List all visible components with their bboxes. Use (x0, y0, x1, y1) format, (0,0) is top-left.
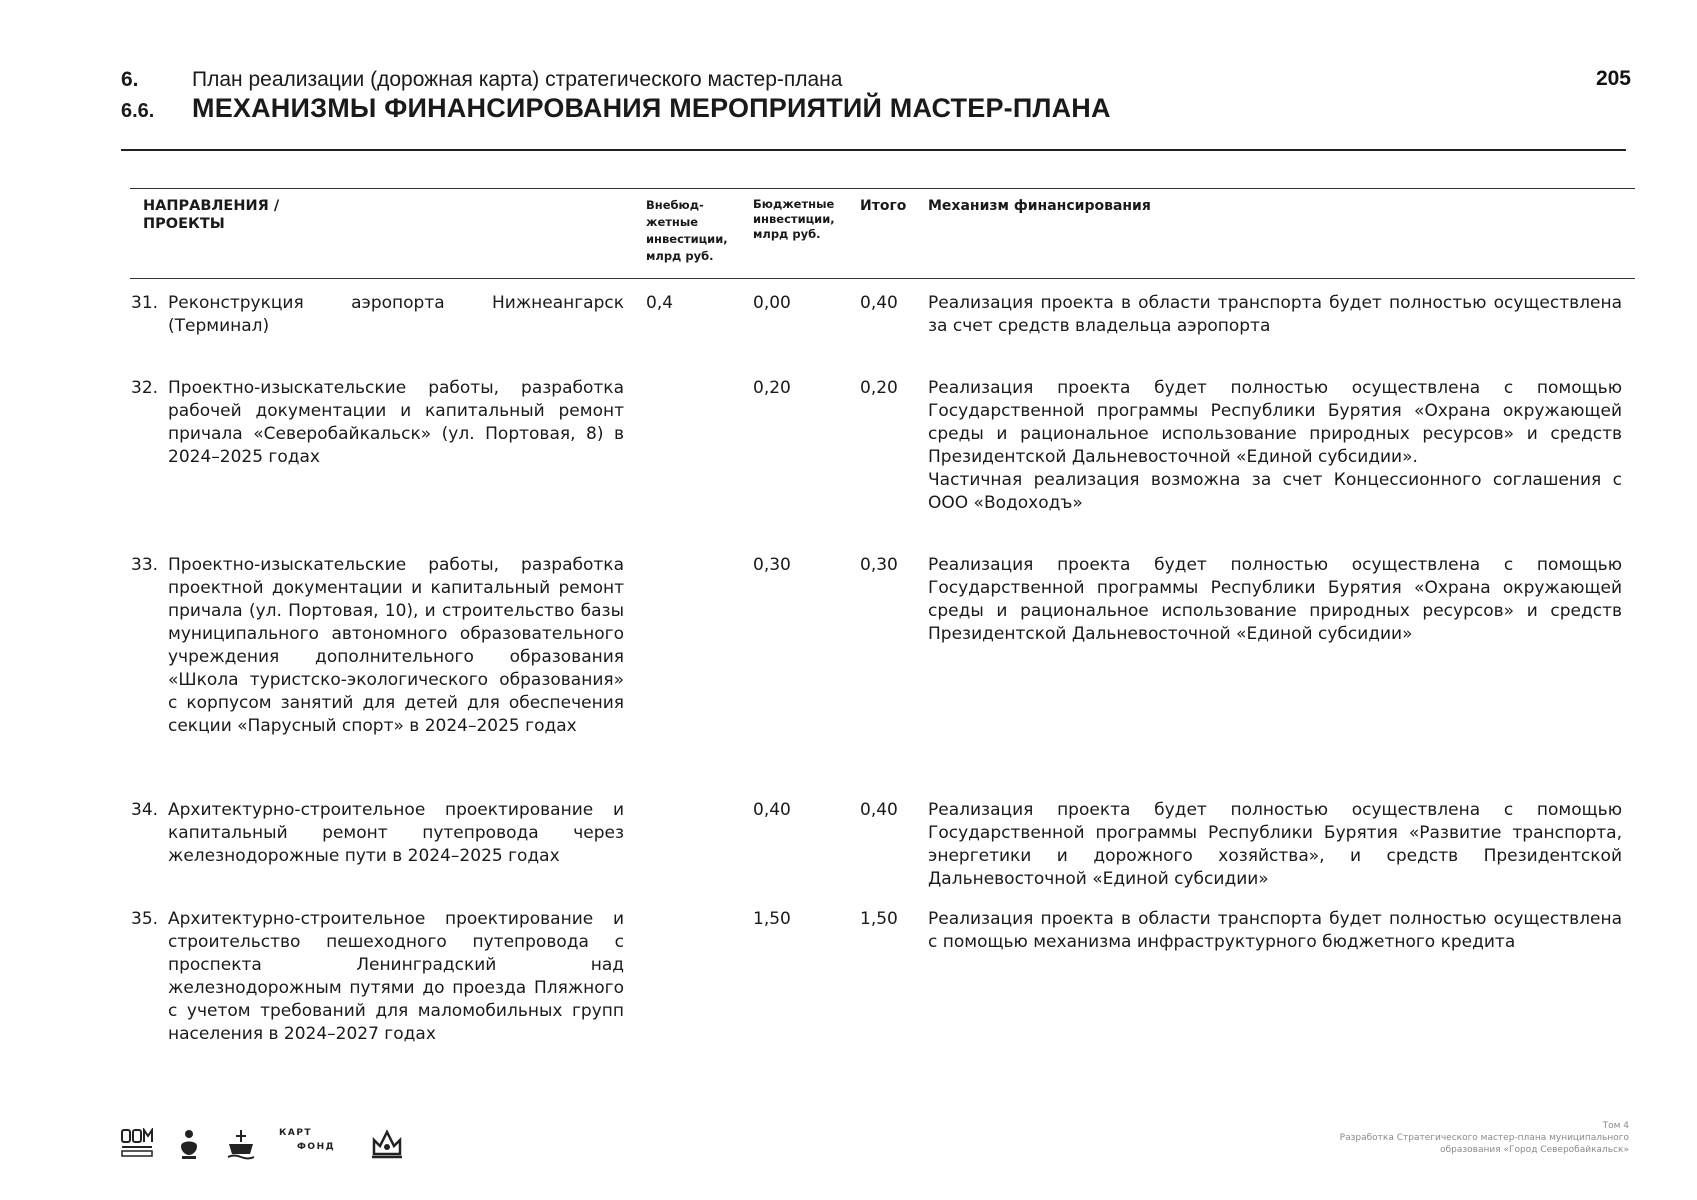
column-header-projects (143, 197, 403, 233)
financing-mechanism (928, 554, 1622, 646)
budget-value: 0,40 (753, 800, 791, 820)
column-header-off-budget-line: Внебюд- (646, 198, 704, 212)
total-value: 0,40 (860, 800, 898, 820)
total-value: 0,20 (860, 378, 898, 398)
financing-mechanism (928, 908, 1622, 954)
row-number: 33. (131, 555, 159, 575)
total-value: 0,30 (860, 555, 898, 575)
column-header-projects-line: НАПРАВЛЕНИЯ / (143, 198, 280, 214)
footer-note (1209, 1120, 1629, 1156)
table-header-top-divider (130, 188, 1635, 189)
footer-note-line: Разработка Стратегического мастер-плана муниципального (1339, 1133, 1629, 1143)
section-title: План реализации (дорожная карта) стратегического мастер-плана (192, 68, 843, 91)
footer-note-line: Том 4 (1602, 1121, 1629, 1131)
budget-value: 0,20 (753, 378, 791, 398)
dom-rf-logo (121, 1128, 153, 1158)
page-number: 205 (1595, 67, 1631, 90)
project-name: Архитектурно-строительное проектирование и строительство пешеходного путепровода с проспекта Ленинградский над железнодорожным путями до проезда Пляжного с учетом требований для маломобильных групп населения в 2024–2027 годах (168, 909, 624, 1044)
row-number: 35. (131, 909, 159, 929)
financing-mechanism (928, 377, 1622, 515)
section-number: 6. (121, 68, 139, 91)
project-name: Проектно-изыскательские работы, разработка проектной документации и капитальный ремонт причала (ул. Портовая, 10), и строительство базы муниципального автономного образовательного учреждения дополнительного образования «Школа туристско-экологического образования» с корпусом занятий для детей для обеспечения секции «Парусный спорт» в 2024–2025 годах (168, 555, 624, 736)
crown-emblem-icon (370, 1128, 404, 1160)
column-header-mechanism: Механизм финансирования (928, 198, 1151, 214)
off-budget-value: 0,4 (646, 293, 674, 313)
drop-emblem-icon (178, 1128, 200, 1160)
column-header-budget-line: Бюджетные (753, 197, 835, 211)
project-name: Проектно-изыскательские работы, разработка рабочей документации и капитальный ремонт причала «Северобайкальск» (ул. Портовая, 8) в 2024–2025 годах (168, 378, 624, 467)
mechanism-paragraph: Реализация проекта в области транспорта будет полностью осуществлена с помощью механизма инфраструктурного бюджетного кредита (928, 909, 1622, 952)
column-header-off-budget-line: инвестиции, (646, 232, 728, 246)
column-header-off-budget-line: жетные (646, 215, 699, 229)
column-header-budget-line: инвестиции, (753, 212, 835, 226)
financing-mechanism (928, 292, 1622, 338)
financing-mechanism (928, 799, 1622, 891)
kartfond-logo (279, 1128, 341, 1158)
row-number: 34. (131, 800, 159, 820)
table-header-bottom-divider (130, 278, 1635, 279)
column-header-off-budget-line: млрд руб. (646, 249, 714, 263)
column-header-budget (753, 197, 853, 242)
footer-note-line: образования «Город Северобайкальск» (1440, 1145, 1629, 1155)
budget-value: 1,50 (753, 909, 791, 929)
mechanism-paragraph: Реализация проекта будет полностью осуществлена с помощью Государственной программы Республики Бурятия «Охрана окружающей среды и рациональное использование природных ресурсов» и средств Президентской Дальневосточной «Единой субсидии». (928, 378, 1622, 467)
column-header-budget-line: млрд руб. (753, 227, 821, 241)
mechanism-paragraph: Реализация проекта будет полностью осуществлена с помощью Государственной программы Республики Бурятия «Охрана окружающей среды и рациональное использование природных ресурсов» и средств Президентской Дальневосточной «Единой субсидии» (928, 555, 1622, 644)
mechanism-paragraph: Частичная реализация возможна за счет Концессионного соглашения с ООО «Водоходъ» (928, 470, 1622, 513)
row-number: 31. (131, 293, 159, 313)
total-value: 0,40 (860, 293, 898, 313)
total-value: 1,50 (860, 909, 898, 929)
mechanism-paragraph: Реализация проекта будет полностью осуществлена с помощью Государственной программы Республики Бурятия «Развитие транспорта, энергетики и дорожного хозяйства», и средств Президентской Дальневосточной «Единой субсидии» (928, 800, 1622, 889)
header-divider (121, 149, 1626, 151)
subsection-number: 6.6. (121, 100, 155, 122)
column-header-off-budget (646, 197, 746, 265)
row-number: 32. (131, 378, 159, 398)
budget-value: 0,30 (753, 555, 791, 575)
kartfond-logo-bottom: ФОНД (297, 1142, 336, 1152)
project-name: Реконструкция аэропорта Нижнеангарск (Терминал) (168, 293, 624, 336)
project-name: Архитектурно-строительное проектирование и капитальный ремонт путепровода через железнодорожные пути в 2024–2025 годах (168, 800, 624, 866)
kartfond-logo-top: КАРТ (279, 1128, 313, 1138)
column-header-total: Итого (860, 198, 907, 214)
mechanism-paragraph: Реализация проекта в области транспорта будет полностью осуществлена за счет средств владельца аэропорта (928, 293, 1622, 336)
column-header-projects-line: ПРОЕКТЫ (143, 216, 225, 232)
ship-emblem-icon (226, 1128, 256, 1160)
budget-value: 0,00 (753, 293, 791, 313)
page-title: МЕХАНИЗМЫ ФИНАНСИРОВАНИЯ МЕРОПРИЯТИЙ МАСТЕР-ПЛАНА (192, 93, 1111, 123)
